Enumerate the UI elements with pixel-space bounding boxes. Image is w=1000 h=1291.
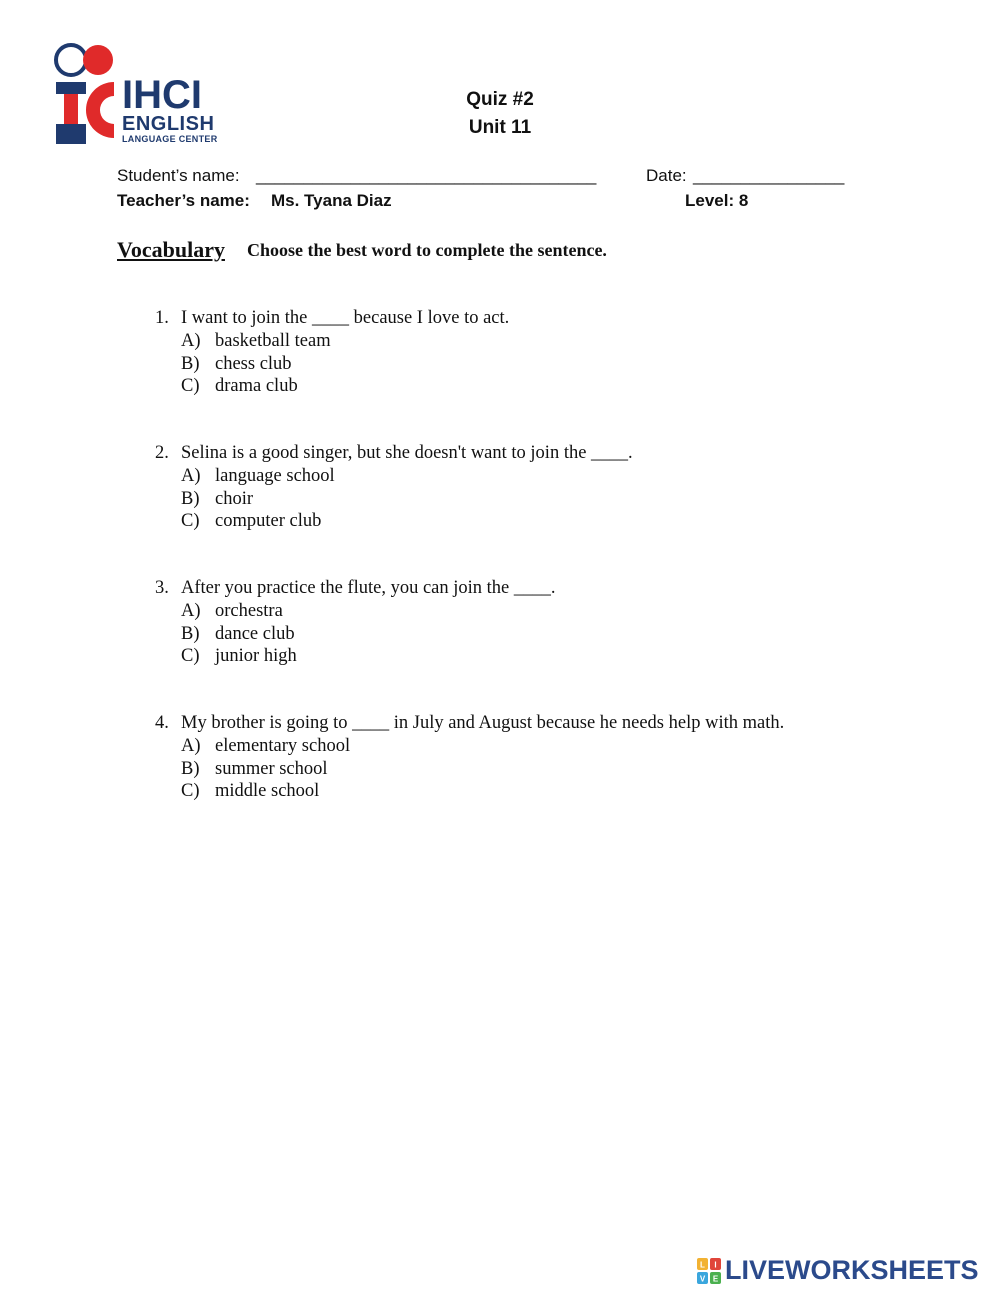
option-text: drama club: [215, 376, 298, 396]
question-4: [155, 712, 784, 803]
student-name-blank[interactable]: ____________________________________: [256, 166, 597, 185]
option-letter: A): [181, 736, 201, 756]
option-c[interactable]: [181, 375, 509, 398]
option-b[interactable]: [181, 488, 633, 511]
question-number: 1.: [155, 308, 169, 328]
option-b[interactable]: [181, 623, 556, 646]
block-letter: V: [699, 1274, 706, 1283]
logo-wordmark: [122, 73, 218, 144]
option-text: dance club: [215, 623, 295, 644]
quiz-number: Quiz #2: [466, 89, 534, 110]
option-a[interactable]: [181, 465, 633, 488]
date-label: Date:: [646, 166, 687, 185]
liveworksheets-text: LIVEWORKSHEETS: [725, 1255, 979, 1285]
date-blank[interactable]: ________________: [693, 166, 845, 185]
option-text: language school: [215, 466, 335, 486]
question-number: 4.: [155, 713, 169, 733]
option-text: computer club: [215, 511, 322, 531]
question-2: [155, 442, 633, 533]
option-c[interactable]: [181, 780, 784, 803]
option-text: elementary school: [215, 736, 351, 756]
option-text: choir: [215, 488, 254, 509]
block-letter: E: [712, 1274, 719, 1283]
option-letter: B): [181, 758, 200, 779]
liveworksheets-blocks-icon: [697, 1258, 721, 1284]
option-text: junior high: [215, 646, 297, 666]
option-text: middle school: [215, 781, 320, 801]
block-letter: I: [714, 1260, 717, 1269]
option-letter: C): [181, 376, 200, 396]
option-letter: A): [181, 466, 201, 486]
question-text: My brother is going to ____ in July and August because he needs help with math.: [181, 713, 785, 733]
option-letter: B): [181, 353, 200, 374]
option-a[interactable]: [181, 600, 556, 623]
logo-tagline: LANGUAGE CENTER: [122, 134, 218, 144]
logo-name: IHCI: [122, 73, 202, 117]
student-name-label: Student’s name:: [117, 166, 240, 185]
option-text: orchestra: [215, 601, 283, 621]
option-letter: B): [181, 488, 200, 509]
question-number: 3.: [155, 578, 169, 598]
option-letter: A): [181, 601, 201, 621]
logo-subtitle: ENGLISH: [122, 113, 215, 135]
liveworksheets-logo: [697, 1255, 979, 1286]
teacher-name-label: Teacher’s name:: [117, 191, 250, 210]
option-a[interactable]: [181, 735, 784, 758]
option-letter: C): [181, 781, 200, 801]
question-text: Selina is a good singer, but she doesn't want to join the ____.: [181, 443, 633, 463]
option-text: summer school: [215, 758, 328, 779]
option-b[interactable]: [181, 758, 784, 781]
section-title: Vocabulary: [117, 237, 225, 262]
option-c[interactable]: [181, 645, 556, 668]
option-letter: C): [181, 511, 200, 531]
unit-number: Unit 11: [468, 117, 532, 138]
block-letter: L: [700, 1260, 705, 1269]
option-letter: A): [181, 331, 201, 351]
level: Level: 8: [685, 191, 749, 210]
question-text: After you practice the flute, you can join the ____.: [181, 578, 556, 598]
section-instruction: Choose the best word to complete the sentence.: [247, 240, 607, 260]
question-text: I want to join the ____ because I love to act.: [181, 308, 510, 328]
question-number: 2.: [155, 443, 169, 463]
option-text: chess club: [215, 353, 292, 374]
question-3: [155, 577, 556, 668]
option-text: basketball team: [215, 331, 331, 351]
teacher-name-value: Ms. Tyana Diaz: [271, 191, 392, 210]
option-letter: B): [181, 623, 200, 644]
option-letter: C): [181, 646, 200, 666]
option-b[interactable]: [181, 353, 509, 376]
option-a[interactable]: [181, 330, 509, 353]
option-c[interactable]: [181, 510, 633, 533]
question-1: [155, 307, 509, 398]
